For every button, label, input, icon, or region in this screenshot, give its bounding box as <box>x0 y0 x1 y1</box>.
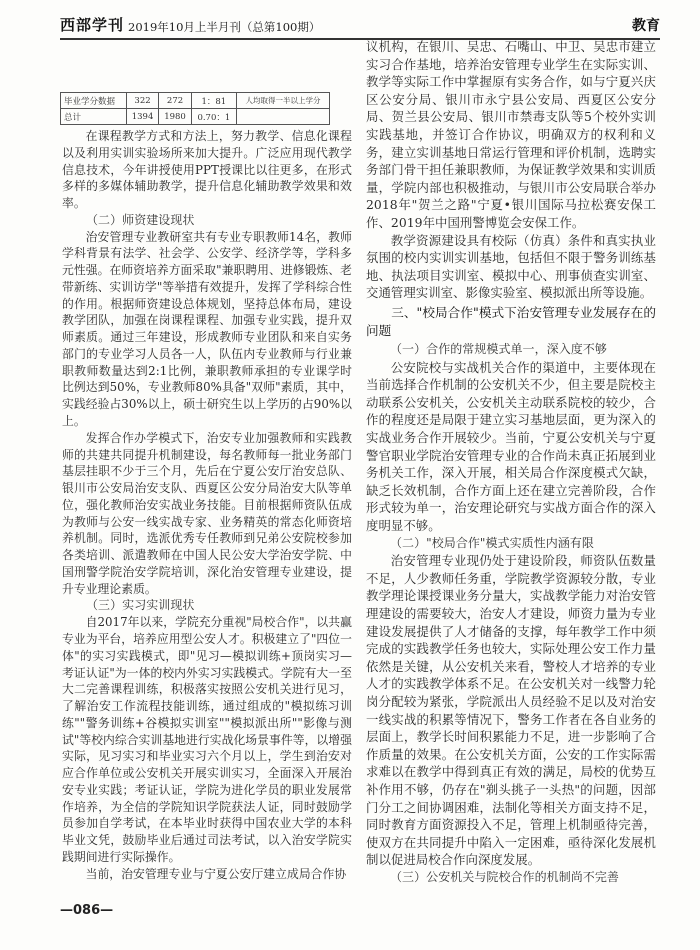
section-heading: （二）师资建设现状 <box>86 212 195 227</box>
paragraph: 当前，治安管理专业与宁夏公安厅建立成局合作协 <box>85 866 347 881</box>
table-row <box>61 93 330 109</box>
section-label: 教育 <box>632 18 660 34</box>
paragraph: 教学资源建设具有校际（仿真）条件和真实执业氛围的校内实训实训基地，包括但不限于警务训练基地、执法项目实训室、模拟中心、刑事侦查实训室、交通管理实训室、影像实验室、模拟派出所等设施。 <box>366 232 656 301</box>
table-cell-v3: 1：81 <box>191 93 236 109</box>
paragraph: 治安管理专业教研室共有专业专职教师14名，教师学科背景有法学、社会学、公安学、经济学等，学科多元性强。在师资培养方面采取"兼职聘用、进修锻炼、老带新练、实训访学"等举措有效提升，发挥了学科综合性的作用。根据师资建设总体规划，坚持总体布局，建设教学团队，加强在岗课程课程、加强专业实践，提升双师素质。通过三年建设，形成教师专业团队和来自实务部门的专业学习人员各一人，队伍内专业教师与行业兼职教师数量达到2:1比例，兼职教师承担的专业课学时比例达到50%，专业教师80%具备"双师"素质，其中，实践经验占30%以上，硕士研究生以上学历的占90%以上。 <box>62 229 352 429</box>
paragraph: 发挥合作办学模式下，治安专业加强教师和实践教师的共建共同提升机制建设，每名教师每一批业务部门基层挂职不少于三个月，先后在宁夏公安厅治安总队、银川市公安局治安支队、西夏区公安分局治安大队等单位，强化教师治安实战业务技能。目前根据师资队伍成为教师与公安一线实战专家、业务精英的常态化师资培养机制。同时，选派优秀专任教师到兄弟公安院校参加各类培训、派遣教师在中国人民公安大学治安学院、中国刑警学院治安学院培训，深化治安管理专业建设，提升专业理论素质。 <box>62 430 352 596</box>
paragraph: 治安管理专业现仍处于建设阶段，师资队伍数量不足，人少教师任务重，学院教学资源较分散，专业教学理论课授课业务分量大，实战教学能力对治安管理建设的需要较大，治安人才建设，师资力量为专业建设发展提供了人才储备的支撑，每年教学工作中须完成的实践教学任务也较大，实际处理公安工作力量依然是关键，从公安机关来看，警校人才培养的专业人才的实践教学体系不足。在公安机关对一线警力轮岗分配较为紧张，学院派出人员经验不足以及对治安一线实战的积累等情况下，警务工作者在各自业务的层面上，教学长时间积累能力不足，进一步影响了合作质量的效果。在公安机关方面，公安的工作实际需求难以在教学中得到真正有效的满足，局校的优势互补作用不够，仍存在"剃头挑子一头热"的问题，因部门分工之间协调困难，法制化等相关方面支持不足，同时教育方面资源投入不足，管理上机制亟待完善，使双方在共同提升中陷入一定困难，亟待深化发展机制以促进局校合作向深度发展。 <box>366 553 656 868</box>
table-cell-note <box>236 109 329 125</box>
page-header <box>60 12 660 40</box>
section-heading: 三、"校局合作"模式下治安管理专业发展存在的问题 <box>366 304 656 338</box>
table-cell-v2: 1980 <box>159 109 191 125</box>
table-cell-v2: 272 <box>159 93 191 109</box>
paragraph: 公安院校与实战机关合作的渠道中，主要体现在当前选择合作机制的公安机关不少，但主要是院校主动联系公安机关，公安机关主动联系院校的较少，合作的程度还是局限于建立实习基地层面，更为深入的实战业务合作开展较少。当前，宁夏公安机关与宁夏警官职业学院治安管理专业的合作尚未真正拓展到业务机关工作，深入开展，相关局合作深度模式欠缺，缺乏长效机制，合作方面上还在建立完善阶段，合作形式较为单一，治安理论研究与实战方面合作的深入度明显不够。 <box>366 359 656 534</box>
section-heading: （三）公安机关与院校合作的机制尚不完善 <box>390 869 619 884</box>
table-cell-label: 总计 <box>61 109 127 125</box>
table-cell-label: 毕业学分数据 <box>61 93 127 109</box>
section-heading: （一）合作的常规模式单一，深入度不够 <box>390 342 607 357</box>
paragraph: 自2017年以来，学院充分重视"局校合作"，以共赢专业为平台，培养应用型公安人才。积极建立了"四位一体"的实习实践模式，即"见习—模拟训练+顶岗实习—考证认证"为一体的校内外实习实践模式。学院有大一至大二完善课程训练，积极落实按照公安机关进行见习，了解治安工作流程技能训练，通过组成的"模拟练习训练""警务训练+谷模拟实训室""模拟派出所""影像与测试"等校内综合实训基地进行实战化场景事件等，以增强实际，见习实习和毕业实习六个月以上，学生到治安对应合作单位或公安机关开展实训实习，全面深入开展治安专业实践；考证认证，学院为进化学员的职业发展常作培养，为全信的学院知识学院获法人证，同时鼓励学员参加自学考试，在本毕业时获得中国农业大学的本科毕业文凭，鼓励毕业后通过司法考试，以入治安学院实践期间进行实际操作。 <box>62 615 352 864</box>
table-row <box>61 109 330 125</box>
table-cell-v1: 322 <box>126 93 158 109</box>
paragraph: 在课程教学方式和方法上，努力教学、信息化课程以及利用实训实验场所来加大提升。广泛应用现代教学信息技术，今年讲授使用PPT授课比以往更多，在形式多样的多媒体辅助教学，提升信息化辅助教学效果和效率。 <box>62 129 352 211</box>
paragraph: 议机构，在银川、吴忠、石嘴山、中卫、吴忠市建立实习合作基地，培养治安管理专业学生在实际实训、教学等实际工作中掌握原有实务合作，如与宁夏兴庆区公安分局、银川市永宁县公安局、西夏区公安分局、贺兰县公安局、银川市禁毒支队等5个校外实训实践基地，并签订合作协议，明确双方的权利和义务，建立实训基地日常运行管理和评价机制，选聘实务部门骨干担任兼职教师，为保证教学效果和实训质量，学院内部也积极推动，与银川市公安局联合举办2018年"贺兰之路"宁夏•银川国际马拉松赛安保工作、2019年中国刑警博览会安保工作。 <box>366 39 656 230</box>
table-cell-v1: 1394 <box>126 109 158 125</box>
section-heading: （三）实习实训现状 <box>86 598 195 613</box>
header-left <box>60 14 320 38</box>
table-cell-v3: 0.70：1 <box>191 109 236 125</box>
journal-logo: 西部学刊 <box>60 16 125 34</box>
left-column <box>62 128 352 882</box>
page-number: —086— <box>60 903 114 918</box>
right-column <box>366 38 656 887</box>
stats-table <box>60 92 330 125</box>
table-cell-note: 人均取得一半以上学分 <box>236 93 329 109</box>
section-heading: （二）"校局合作"模式实质性内涵有限 <box>390 535 594 550</box>
issue-info: 2019年10月上半月刊（总第100期） <box>128 20 321 34</box>
